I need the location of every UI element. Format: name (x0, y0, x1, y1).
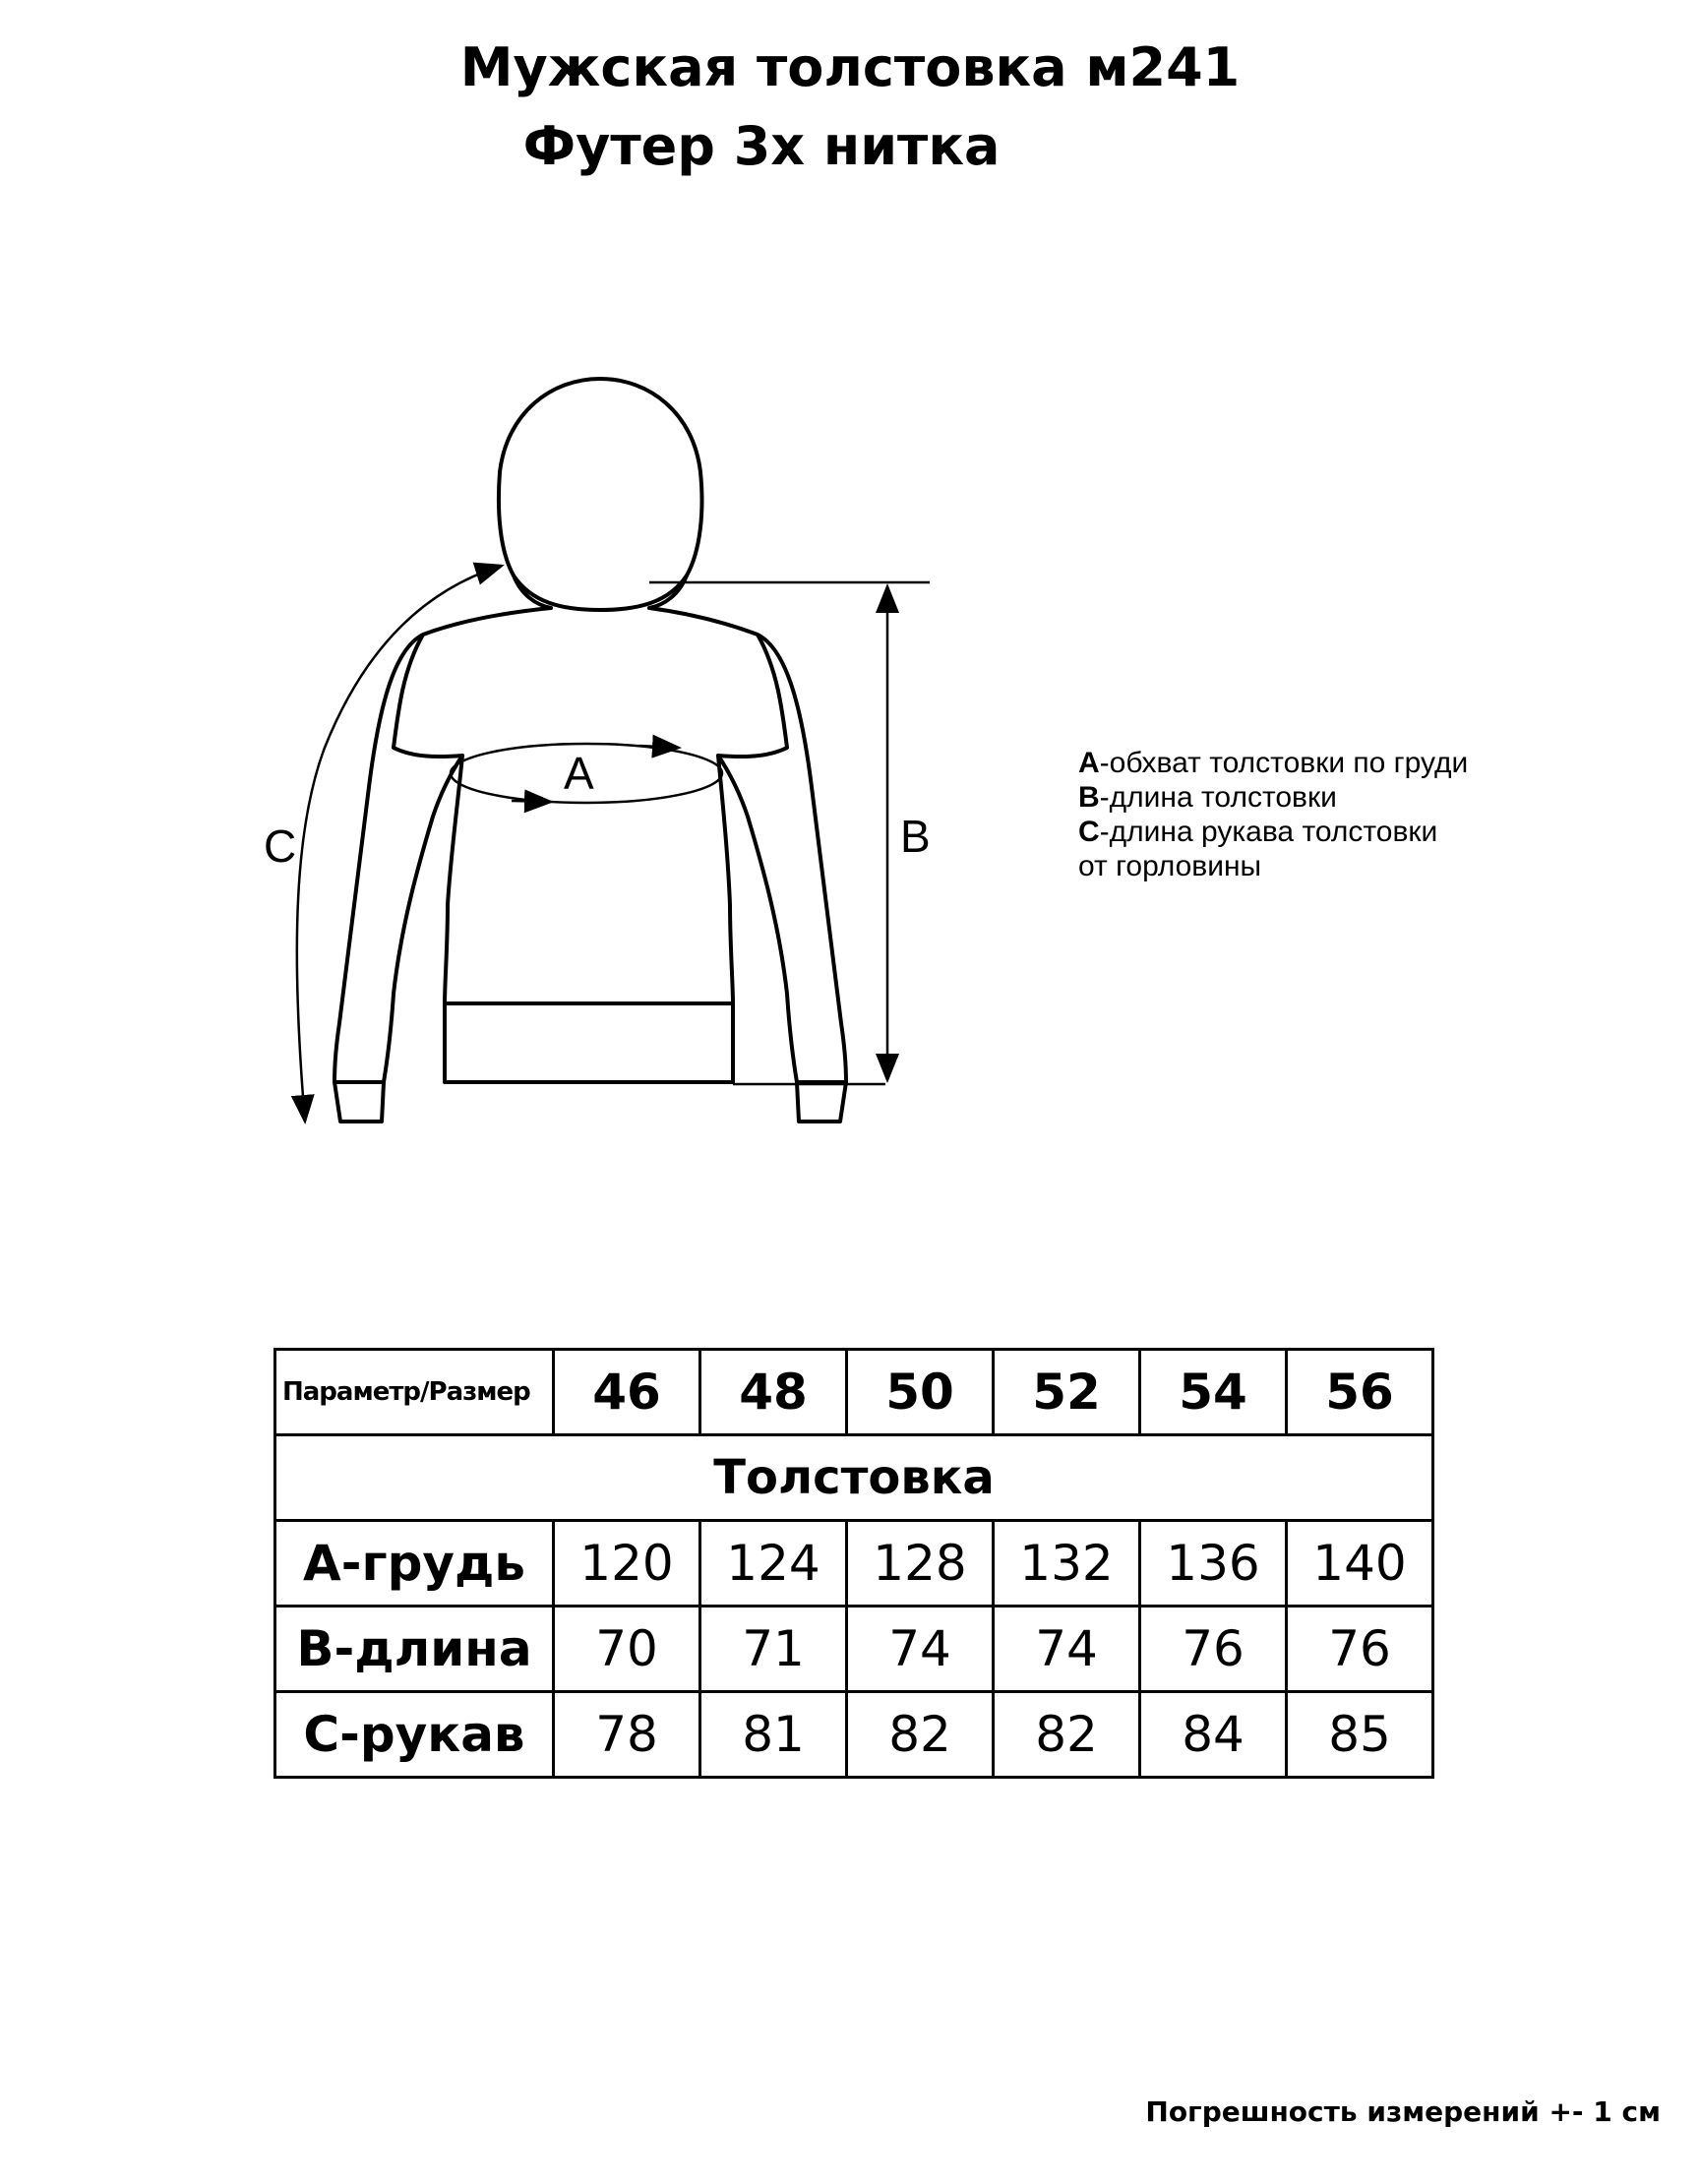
table-cell: 124 (700, 1521, 847, 1607)
row-label: С-рукав (275, 1692, 554, 1778)
legend-item: А-обхват толстовки по груди (1078, 747, 1469, 779)
table-cell: 136 (1140, 1521, 1287, 1607)
table-cell: 128 (847, 1521, 994, 1607)
table-cell: 78 (554, 1692, 700, 1778)
row-label: А-грудь (275, 1521, 554, 1607)
table-cell: 82 (847, 1692, 994, 1778)
table-cell: 84 (1140, 1692, 1287, 1778)
section-title: Толстовка (275, 1435, 1433, 1521)
size-header: 56 (1287, 1350, 1433, 1435)
size-header: 54 (1140, 1350, 1287, 1435)
table-cell: 82 (994, 1692, 1140, 1778)
size-header: 52 (994, 1350, 1140, 1435)
table-cell: 76 (1140, 1607, 1287, 1692)
row-label: В-длина (275, 1607, 554, 1692)
table-cell: 81 (700, 1692, 847, 1778)
label-a: A (564, 748, 594, 799)
table-cell: 132 (994, 1521, 1140, 1607)
size-header: 48 (700, 1350, 847, 1435)
table-cell: 71 (700, 1607, 847, 1692)
measurement-note: Погрешность измерений +- 1 см (1145, 2095, 1661, 2128)
left-cuff (334, 1082, 384, 1122)
label-c: C (264, 820, 297, 872)
table-cell: 74 (847, 1607, 994, 1692)
waistband (445, 1003, 733, 1082)
hood-neck (514, 576, 687, 608)
table-cell: 74 (994, 1607, 1140, 1692)
table-cell: 140 (1287, 1521, 1433, 1607)
body-outline (394, 608, 787, 1003)
label-b: B (900, 811, 931, 862)
table-cell: 70 (554, 1607, 700, 1692)
hoodie-diagram (236, 364, 1003, 1151)
legend-item: С-длина рукава толстовки (1078, 816, 1438, 848)
page-title: Мужская толстовка м241 (459, 36, 1241, 98)
table-row (275, 1692, 1433, 1778)
page-subtitle: Футер 3х нитка (522, 115, 1001, 177)
size-header-row (275, 1350, 1433, 1435)
table-cell: 76 (1287, 1607, 1433, 1692)
size-table (273, 1348, 1434, 1779)
table-cell: 120 (554, 1521, 700, 1607)
table-cell: 85 (1287, 1692, 1433, 1778)
sleeve-measure-arc (297, 566, 502, 1122)
right-cuff (797, 1082, 846, 1122)
size-header: 50 (847, 1350, 994, 1435)
measurement-legend (1078, 746, 1468, 883)
size-header: 46 (554, 1350, 700, 1435)
section-row (275, 1435, 1433, 1521)
table-row (275, 1521, 1433, 1607)
legend-item: В-длина толстовки (1078, 781, 1337, 814)
legend-item: от горловины (1078, 850, 1262, 882)
param-header: Параметр/Размер (275, 1350, 554, 1435)
chest-arrow-bottom (512, 801, 551, 802)
hood-outline (499, 379, 702, 610)
table-row (275, 1607, 1433, 1692)
